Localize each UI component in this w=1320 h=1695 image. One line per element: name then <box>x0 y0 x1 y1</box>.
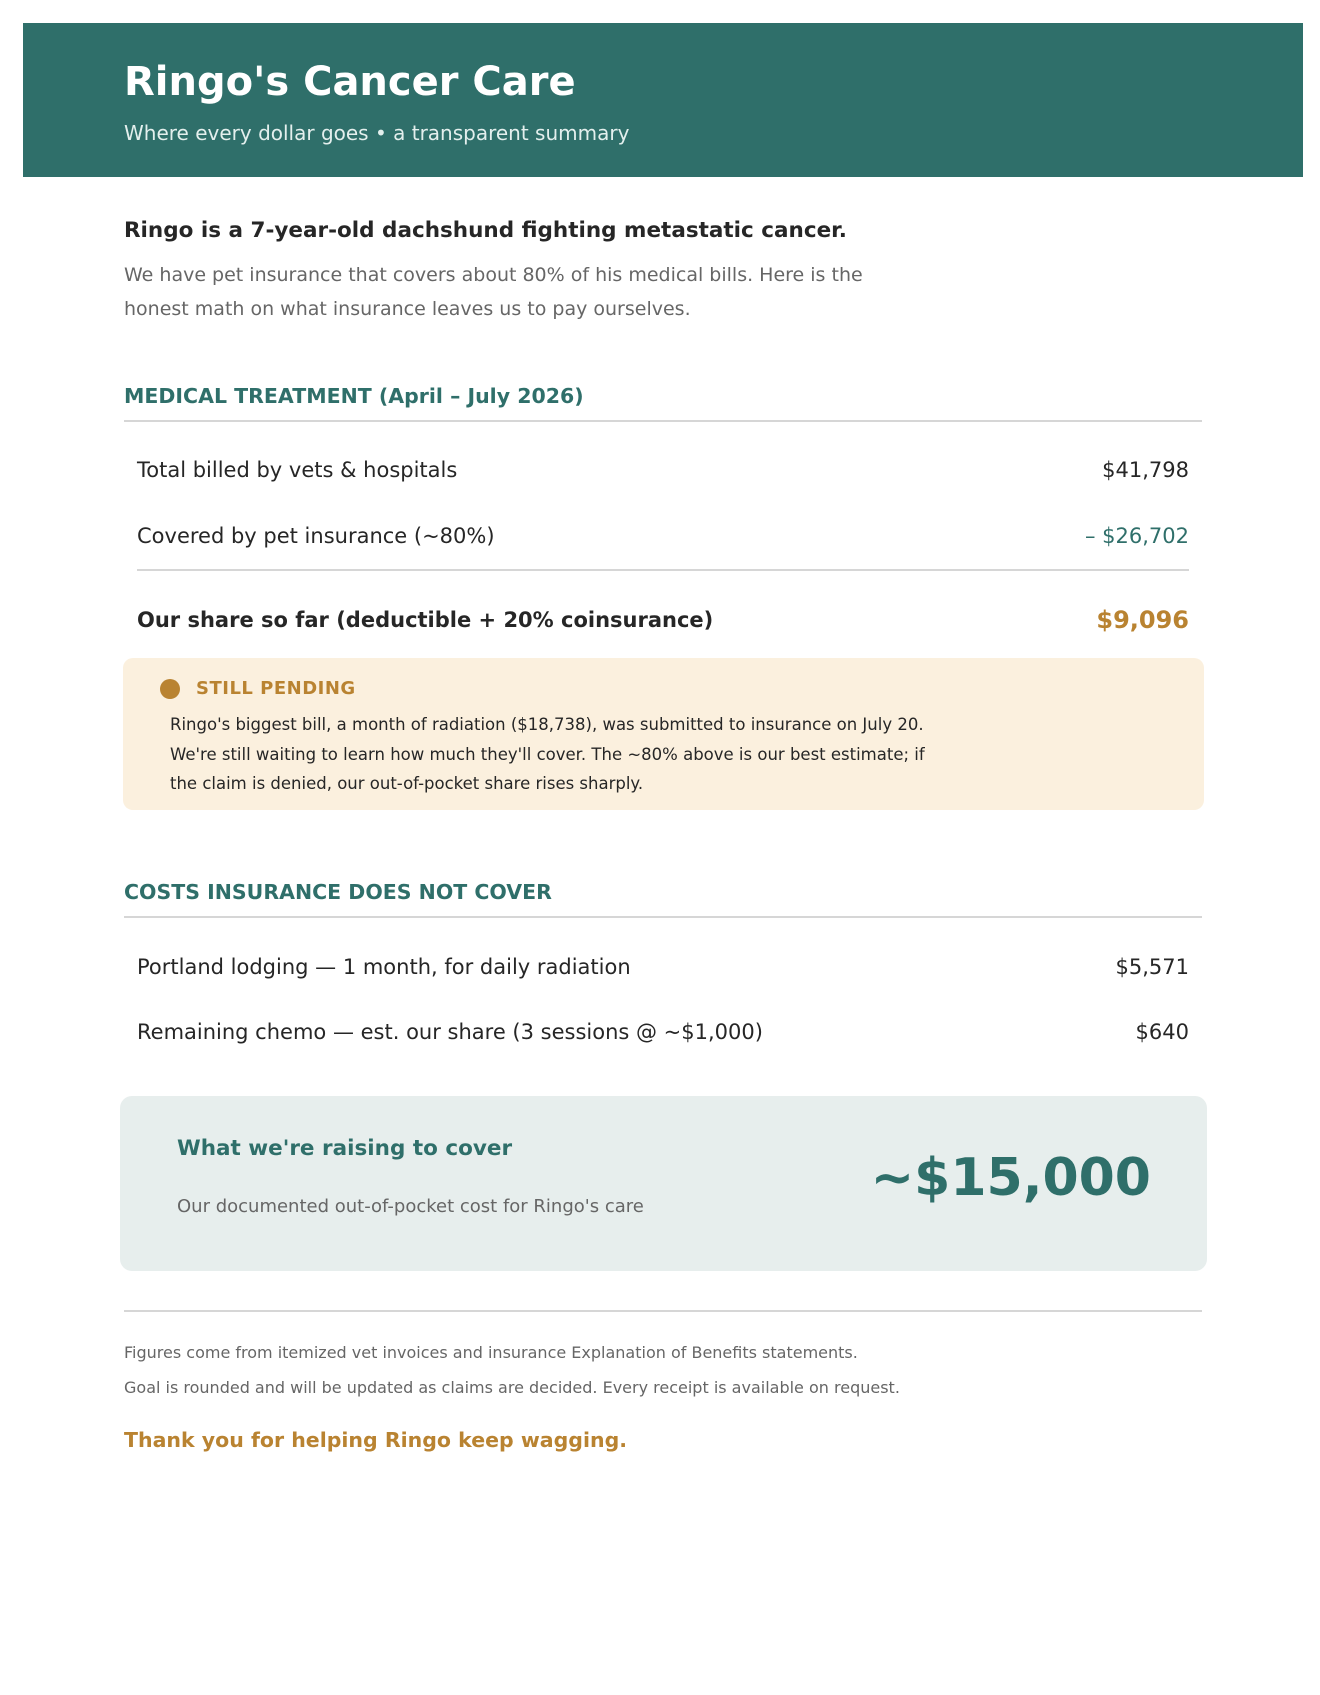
line-item-label: Total billed by vets & hospitals <box>137 458 458 482</box>
thank-you-message: Thank you for helping Ringo keep wagging. <box>124 1428 628 1452</box>
page-subtitle: Where every dollar goes • a transparent summary <box>124 121 630 145</box>
line-item-amount: $41,798 <box>1102 458 1189 482</box>
line-item-amount: $9,096 <box>1096 606 1189 634</box>
footer-divider <box>124 1310 1202 1312</box>
fundraising-goal-card <box>120 1096 1207 1271</box>
subtotal-divider <box>137 569 1189 571</box>
page-title: Ringo's Cancer Care <box>124 59 576 105</box>
header-banner <box>23 23 1303 177</box>
uncovered-costs-heading: COSTS INSURANCE DOES NOT COVER <box>124 880 552 904</box>
goal-amount: ~$15,000 <box>870 1148 1151 1208</box>
line-item-amount: – $26,702 <box>1084 524 1189 548</box>
line-item-portland-lodging <box>137 955 1189 985</box>
line-item-remaining-chemo <box>137 1020 1189 1050</box>
footnote-line: Goal is rounded and will be updated as claims are decided. Every receipt is available on request. <box>124 1378 900 1397</box>
status-dot-icon <box>160 679 180 699</box>
pending-notice <box>123 658 1204 810</box>
intro-lead: Ringo is a 7-year-old dachshund fighting metastatic cancer. <box>124 218 847 243</box>
line-item-label: Covered by pet insurance (~80%) <box>137 524 495 548</box>
footnote <box>124 1335 1124 1405</box>
medical-heading-divider <box>124 420 1202 422</box>
line-item-label: Remaining chemo — est. our share (3 sessions @ ~$1,000) <box>137 1020 763 1044</box>
medical-treatment-heading: MEDICAL TREATMENT (April – July 2026) <box>124 384 584 408</box>
line-item-insurance-covered <box>137 524 1189 554</box>
line-item-amount: $5,571 <box>1115 955 1189 979</box>
pending-title: STILL PENDING <box>196 678 356 699</box>
goal-subtitle: Our documented out-of-pocket cost for Ringo's care <box>177 1196 644 1217</box>
line-item-amount: $640 <box>1135 1020 1189 1044</box>
line-item-label: Our share so far (deductible + 20% coinsurance) <box>137 608 714 632</box>
goal-title: What we're raising to cover <box>177 1136 513 1161</box>
pending-body: Ringo's biggest bill, a month of radiation ($18,738), was submitted to insurance on July 20. We're still waiting to learn how much they'll cover. The ~80% above is our best estimate; if the claim is denied, our out-of-pocket share rises sharply. <box>170 715 925 793</box>
footnote-line: Figures come from itemized vet invoices and insurance Explanation of Benefits statements. <box>124 1343 858 1362</box>
line-item-total-billed <box>137 458 1189 488</box>
line-item-label: Portland lodging — 1 month, for daily radiation <box>137 955 631 979</box>
line-item-our-share <box>137 608 1189 638</box>
uncovered-heading-divider <box>124 916 1202 918</box>
intro-body: We have pet insurance that covers about 80% of his medical bills. Here is the honest math on what insurance leaves us to pay ourselves. <box>124 264 863 320</box>
